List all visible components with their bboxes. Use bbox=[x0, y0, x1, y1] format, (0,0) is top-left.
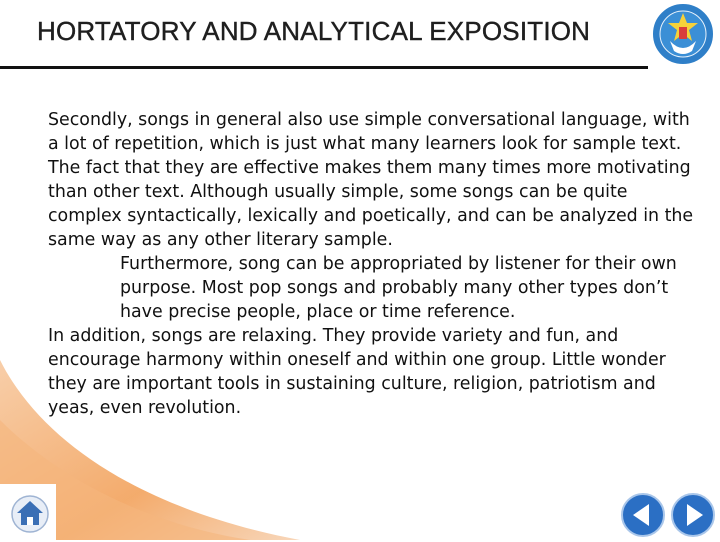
paragraph-in-addition: In addition, songs are relaxing. They provide variety and fun, and encourage harmony within oneself and within one group. Little wonder they are important tools in sustaining culture, religion, patriotism and yeas, even revolution. bbox=[48, 326, 666, 418]
paragraph-furthermore: Furthermore, song can be appropriated by listener for their own purpose. Most pop songs and probably many other types don’t have precise people, place or time reference. bbox=[120, 254, 677, 322]
arrow-left-icon bbox=[620, 492, 666, 538]
paragraph-secondly: Secondly, songs in general also use simple conversational language, with a lot of repetition, which is just what many learners look for sample text. The fact that they are effective makes them many times more motivating than other text. Although usually simple, some songs can be quite complex syntactically, lexically and poetically, and can be analyzed in the same way as any other literary sample. bbox=[48, 110, 694, 250]
institution-seal-icon bbox=[646, 1, 720, 67]
home-button[interactable] bbox=[8, 494, 52, 534]
slide-title: HORTATORY AND ANALYTICAL EXPOSITION bbox=[37, 16, 591, 46]
home-icon bbox=[8, 494, 52, 534]
slide-body bbox=[48, 108, 698, 420]
arrow-right-icon bbox=[670, 492, 716, 538]
title-underline bbox=[0, 66, 648, 69]
next-slide-button[interactable] bbox=[670, 492, 716, 538]
previous-slide-button[interactable] bbox=[620, 492, 666, 538]
